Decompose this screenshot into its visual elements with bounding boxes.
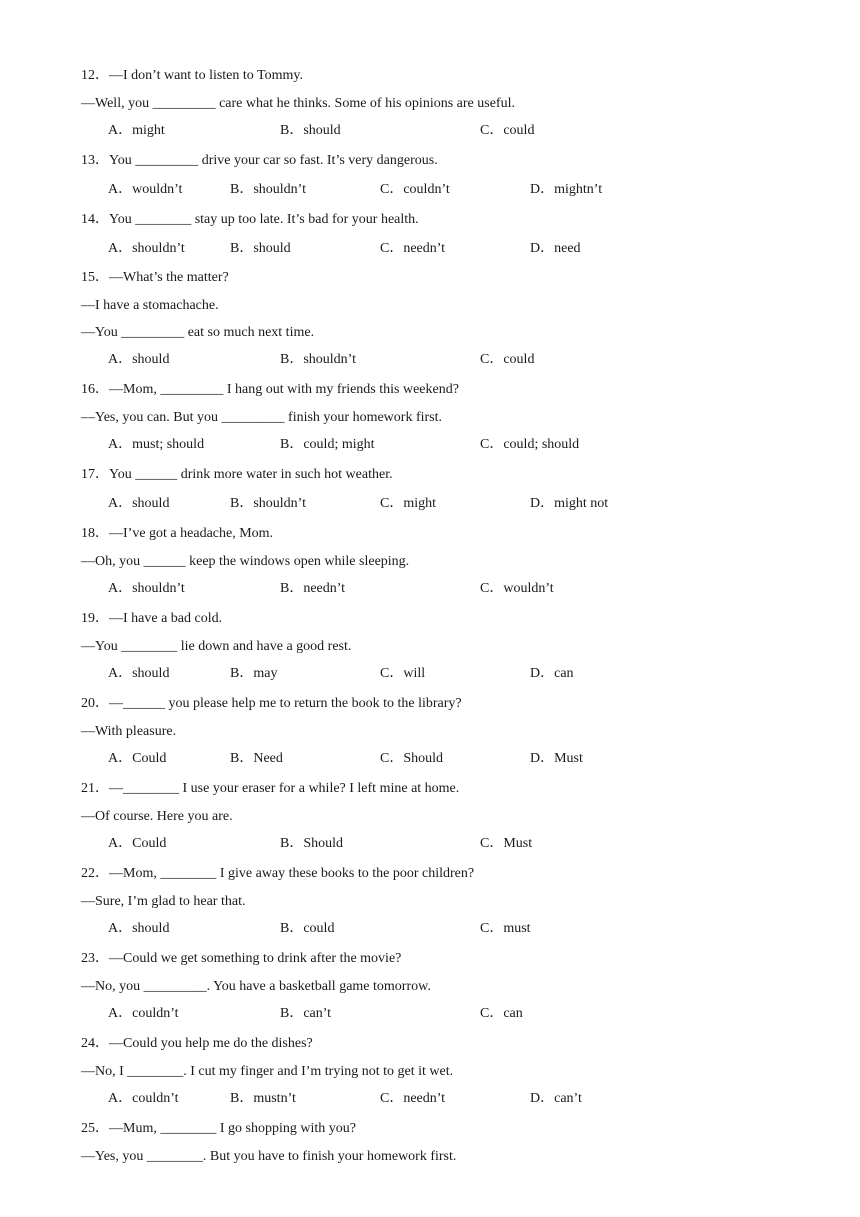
option-d[interactable]: D．can’t (530, 1091, 582, 1106)
option-b[interactable]: B．may (230, 666, 278, 681)
question-stem: 24．—Could you help me do the dishes? (81, 1036, 313, 1051)
question-stem: 14．You ________ stay up too late. It’s bad for your health. (81, 212, 419, 227)
dialogue-line: —Oh, you ______ keep the windows open while sleeping. (81, 554, 410, 569)
dialogue-line: —I have a stomachache. (81, 298, 219, 313)
question-stem: 21．—________ I use your eraser for a while? I left mine at home. (81, 781, 460, 796)
dialogue-line: —No, you _________. You have a basketball game tomorrow. (81, 979, 431, 994)
option-a[interactable]: A．couldn’t (108, 1091, 179, 1106)
option-c[interactable]: C．will (380, 666, 426, 681)
dialogue-line: —Well, you _________ care what he thinks. Some of his opinions are useful. (81, 96, 515, 111)
question-stem: 18．—I’ve got a headache, Mom. (81, 526, 274, 541)
option-c[interactable]: C．Must (480, 836, 533, 851)
dialogue-line: —Of course. Here you are. (81, 809, 233, 824)
question-stem: 22．—Mom, ________ I give away these books to the poor children? (81, 866, 475, 881)
option-b[interactable]: B．Need (230, 751, 283, 766)
option-a[interactable]: A．wouldn’t (108, 182, 183, 197)
dialogue-line: —Sure, I’m glad to hear that. (81, 894, 246, 909)
option-b[interactable]: B．should (280, 123, 341, 138)
option-c[interactable]: C．might (380, 496, 437, 511)
question-stem: 17．You ______ drink more water in such hot weather. (81, 467, 393, 482)
option-d[interactable]: D．mightn’t (530, 182, 603, 197)
question-stem: 16．—Mom, _________ I hang out with my friends this weekend? (81, 382, 459, 397)
option-a[interactable]: A．might (108, 123, 165, 138)
question-stem: 19．—I have a bad cold. (81, 611, 223, 626)
option-a[interactable]: A．Could (108, 836, 167, 851)
question-stem: 25．—Mum, ________ I go shopping with you? (81, 1121, 356, 1136)
option-c[interactable]: C．Should (380, 751, 444, 766)
option-c[interactable]: C．could (480, 123, 535, 138)
dialogue-line: —Yes, you can. But you _________ finish your homework first. (81, 410, 443, 425)
option-c[interactable]: C．can (480, 1006, 523, 1021)
option-a[interactable]: A．must; should (108, 437, 205, 452)
option-c[interactable]: C．could (480, 352, 535, 367)
option-a[interactable]: A．couldn’t (108, 1006, 179, 1021)
option-b[interactable]: B．can’t (280, 1006, 332, 1021)
option-b[interactable]: B．shouldn’t (280, 352, 356, 367)
option-c[interactable]: C．needn’t (380, 241, 446, 256)
question-stem: 20．—______ you please help me to return the book to the library? (81, 696, 462, 711)
option-c[interactable]: C．couldn’t (380, 182, 450, 197)
question-stem: 12．—I don’t want to listen to Tommy. (81, 68, 303, 83)
question-stem: 23．—Could we get something to drink after the movie? (81, 951, 402, 966)
option-b[interactable]: B．mustn’t (230, 1091, 296, 1106)
dialogue-line: —You ________ lie down and have a good rest. (81, 639, 352, 654)
dialogue-line: —Yes, you ________. But you have to finish your homework first. (81, 1149, 457, 1164)
option-a[interactable]: A．should (108, 352, 170, 367)
option-d[interactable]: D．Must (530, 751, 583, 766)
option-b[interactable]: B．could; might (280, 437, 375, 452)
option-a[interactable]: A．should (108, 496, 170, 511)
option-a[interactable]: A．shouldn’t (108, 241, 185, 256)
option-b[interactable]: B．Should (280, 836, 344, 851)
option-a[interactable]: A．should (108, 921, 170, 936)
option-c[interactable]: C．needn’t (380, 1091, 446, 1106)
question-stem: 13．You _________ drive your car so fast. It’s very dangerous. (81, 153, 438, 168)
option-b[interactable]: B．shouldn’t (230, 496, 306, 511)
dialogue-line: —With pleasure. (81, 724, 177, 739)
option-d[interactable]: D．can (530, 666, 574, 681)
option-a[interactable]: A．Could (108, 751, 167, 766)
option-b[interactable]: B．shouldn’t (230, 182, 306, 197)
option-b[interactable]: B．should (230, 241, 291, 256)
option-c[interactable]: C．must (480, 921, 531, 936)
option-d[interactable]: D．need (530, 241, 581, 256)
option-a[interactable]: A．should (108, 666, 170, 681)
option-b[interactable]: B．needn’t (280, 581, 346, 596)
option-c[interactable]: C．could; should (480, 437, 580, 452)
option-a[interactable]: A．shouldn’t (108, 581, 185, 596)
option-c[interactable]: C．wouldn’t (480, 581, 554, 596)
option-b[interactable]: B．could (280, 921, 335, 936)
dialogue-line: —You _________ eat so much next time. (81, 325, 315, 340)
option-d[interactable]: D．might not (530, 496, 609, 511)
dialogue-line: —No, I ________. I cut my finger and I’m trying not to get it wet. (81, 1064, 454, 1079)
question-stem: 15．—What’s the matter? (81, 270, 229, 285)
